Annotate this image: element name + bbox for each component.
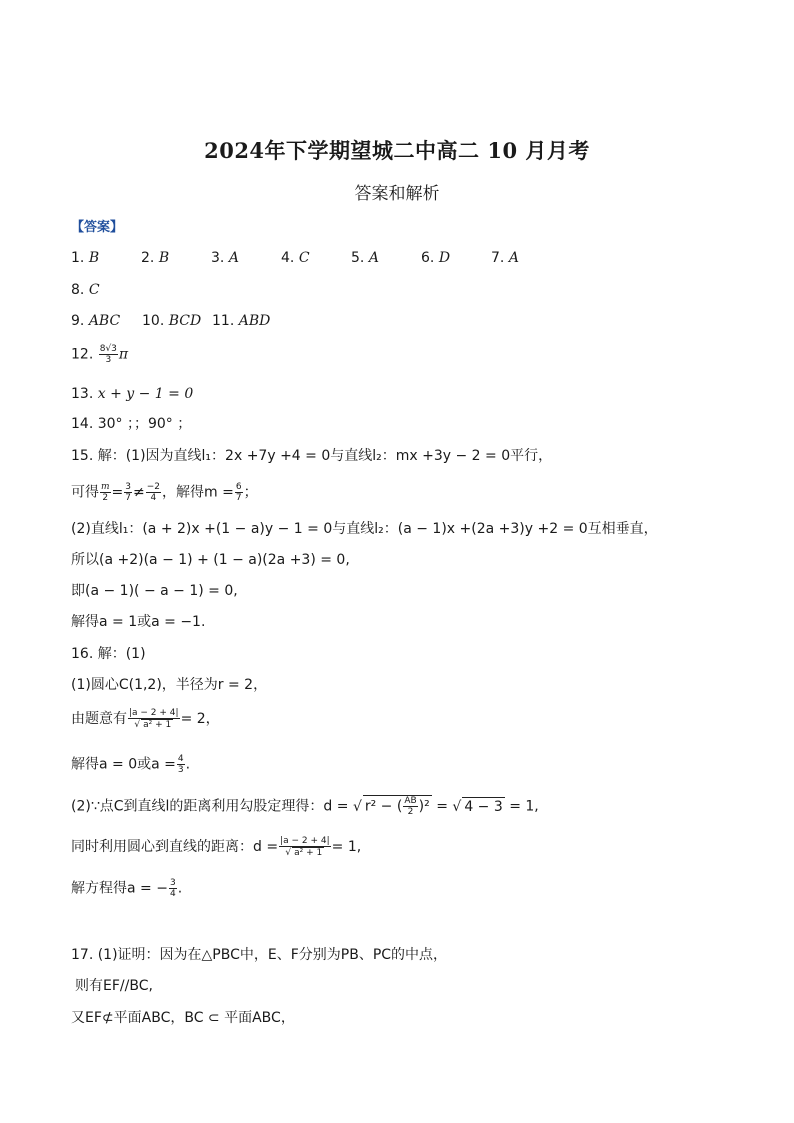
q17-line-3: 又EF⊄平面ABC，BC ⊂ 平面ABC， bbox=[71, 1010, 295, 1026]
choice-8: 8. C bbox=[71, 282, 100, 298]
answer-tag: 【答案】 bbox=[71, 220, 124, 235]
q16-line-5: (2)∵点C到直线l的距离利用勾股定理得：d = √ r² − ( $\frac{AB}{2}$ )² = √ 4 − 3 = 1, bbox=[71, 796, 539, 817]
answer-13: 13. x + y − 1 = 0 bbox=[71, 386, 194, 402]
multi-11: 11. ABD bbox=[212, 313, 271, 329]
fraction: $\frac{8√3}{3}$ bbox=[99, 344, 117, 365]
multi-10: 10. BCD bbox=[142, 313, 202, 329]
answer-12: 12. $\frac{8√3}{3}$ π bbox=[71, 344, 129, 365]
choice-3: 3. A bbox=[211, 250, 239, 266]
q15-line-1: 15. 解：(1)因为直线l₁：2x +7y +4 = 0与直线l₂：mx +3y − 2 = 0平行， bbox=[71, 448, 553, 464]
q16-line-7: 解方程得a = − $\frac{3}{4}$ . bbox=[71, 878, 183, 899]
multi-9: 9. ABC bbox=[71, 313, 121, 329]
q17-line-1: 17. (1)证明：因为在△PBC中，E、F分别为PB、PC的中点， bbox=[71, 947, 448, 963]
choice-5: 5. A bbox=[351, 250, 379, 266]
q15-line-2: 可得 $\frac{m}{2}$ = $\frac{3}{7}$ ≠ $\frac{-2}{4}$ ，解得m = $\frac{6}{7}$ ； bbox=[71, 482, 258, 503]
q15-line-5: 即(a − 1)( − a − 1) = 0, bbox=[71, 583, 238, 599]
answer-14: 14. 30° ；；90° ； bbox=[71, 416, 192, 432]
q15-line-4: 所以(a +2)(a − 1) + (1 − a)(2a +3) = 0, bbox=[71, 552, 350, 568]
q15-line-3: (2)直线l₁：(a + 2)x +(1 − a)y − 1 = 0与直线l₂：(a − 1)x +(2a +3)y +2 = 0互相垂直， bbox=[71, 521, 658, 537]
q16-line-1: 16. 解：(1) bbox=[71, 646, 146, 662]
choice-7: 7. A bbox=[491, 250, 519, 266]
choice-2: 2. B bbox=[141, 250, 170, 266]
q15-line-6: 解得a = 1或a = −1. bbox=[71, 614, 206, 630]
choice-4: 4. C bbox=[281, 250, 310, 266]
choice-1: 1. B bbox=[71, 250, 100, 266]
q16-line-4: 解得a = 0或a = $\frac{4}{3}$ . bbox=[71, 754, 191, 775]
q16-line-3: 由题意有 $\frac{|a - 2 + 4|}{\text{√ a² + 1}}$ = 2， bbox=[71, 708, 220, 730]
q17-line-2: 则有EF//BC, bbox=[75, 978, 153, 994]
page-subtitle: 答案和解析 bbox=[354, 184, 440, 204]
q16-line-2: (1)圆心C(1,2)，半径为r = 2， bbox=[71, 677, 268, 693]
page-title: 2024年下学期望城二中高二 10 月月考 bbox=[204, 138, 590, 163]
answer-heading bbox=[71, 218, 123, 237]
q16-line-6: 同时利用圆心到直线的距离：d = $\frac{|a - 2 + 4|}{\text{√ a² + 1}}$ = 1, bbox=[71, 836, 362, 858]
choice-6: 6. D bbox=[421, 250, 451, 266]
